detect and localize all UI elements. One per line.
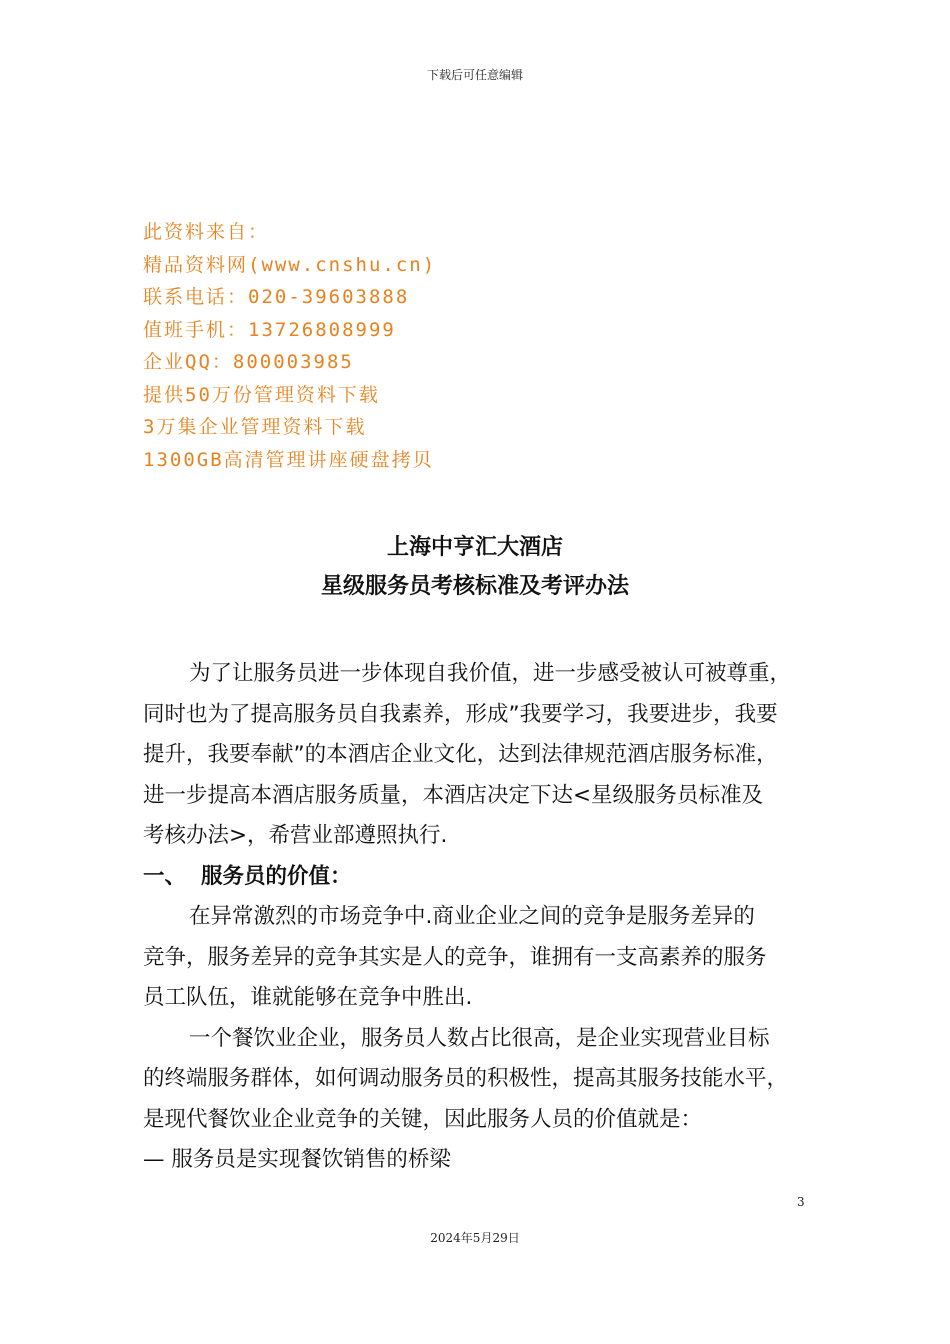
promo-line: 企业QQ：800003985 — [143, 351, 354, 373]
paragraph-line: 一个餐饮业企业，服务员人数占比很高，是企业实现营业目标 — [189, 1025, 770, 1051]
intro-line: 提升，我要奉献”的本酒店企业文化，达到法律规范酒店服务标准， — [143, 742, 778, 767]
intro-line: 考核办法>，希营业部遵照执行. — [143, 823, 448, 848]
document-title: 上海中亨汇大酒店 — [386, 535, 563, 560]
paragraph-line: 的终端服务群体，如何调动服务员的积极性，提高其服务技能水平， — [143, 1066, 789, 1091]
promo-line: 1300GB高清管理讲座硬盘拷贝 — [143, 448, 434, 471]
promo-line: 此资料来自： — [143, 221, 270, 243]
promo-block — [143, 216, 436, 476]
promo-line: 提供50万份管理资料下载 — [143, 383, 380, 406]
section-title: 服务员的价值： — [201, 863, 352, 889]
paragraph-line: 竞争，服务差异的竞争其实是人的竞争，谁拥有一支高素养的服务 — [143, 944, 767, 970]
intro-line: 为了让服务员进一步体现自我价值，进一步感受被认可被尊重， — [189, 661, 792, 686]
footer-date: 2024年5月29日 — [430, 1231, 520, 1245]
paragraph-line: 在异常激烈的市场竞争中.商业企业之间的竞争是服务差异的 — [189, 904, 755, 929]
section-heading — [143, 857, 815, 898]
bullet-line: — 服务员是实现餐饮销售的桥梁 — [143, 1147, 451, 1172]
document-body — [143, 654, 815, 1181]
promo-line: 值班手机：13726808999 — [143, 318, 396, 341]
promo-line: 精品资料网(www.cnshu.cn) — [143, 253, 437, 276]
paragraph-line: 员工队伍，谁就能够在竞争中胜出. — [143, 985, 473, 1010]
section-number: 一、 — [143, 863, 187, 889]
promo-line: 3万集企业管理资料下载 — [143, 416, 367, 438]
page-number: 3 — [797, 1195, 805, 1209]
promo-line: 联系电话：020-39603888 — [143, 286, 410, 308]
header-note: 下载后可任意编辑 — [426, 68, 523, 82]
paragraph-line: 是现代餐饮业企业竞争的关键，因此服务人员的价值就是： — [143, 1106, 703, 1132]
intro-line: 进一步提高本酒店服务质量，本酒店决定下达<星级服务员标准及 — [143, 782, 764, 808]
document-subtitle: 星级服务员考核标准及考评办法 — [320, 574, 629, 599]
intro-line: 同时也为了提高服务员自我素养，形成”我要学习，我要进步，我要 — [143, 701, 778, 727]
